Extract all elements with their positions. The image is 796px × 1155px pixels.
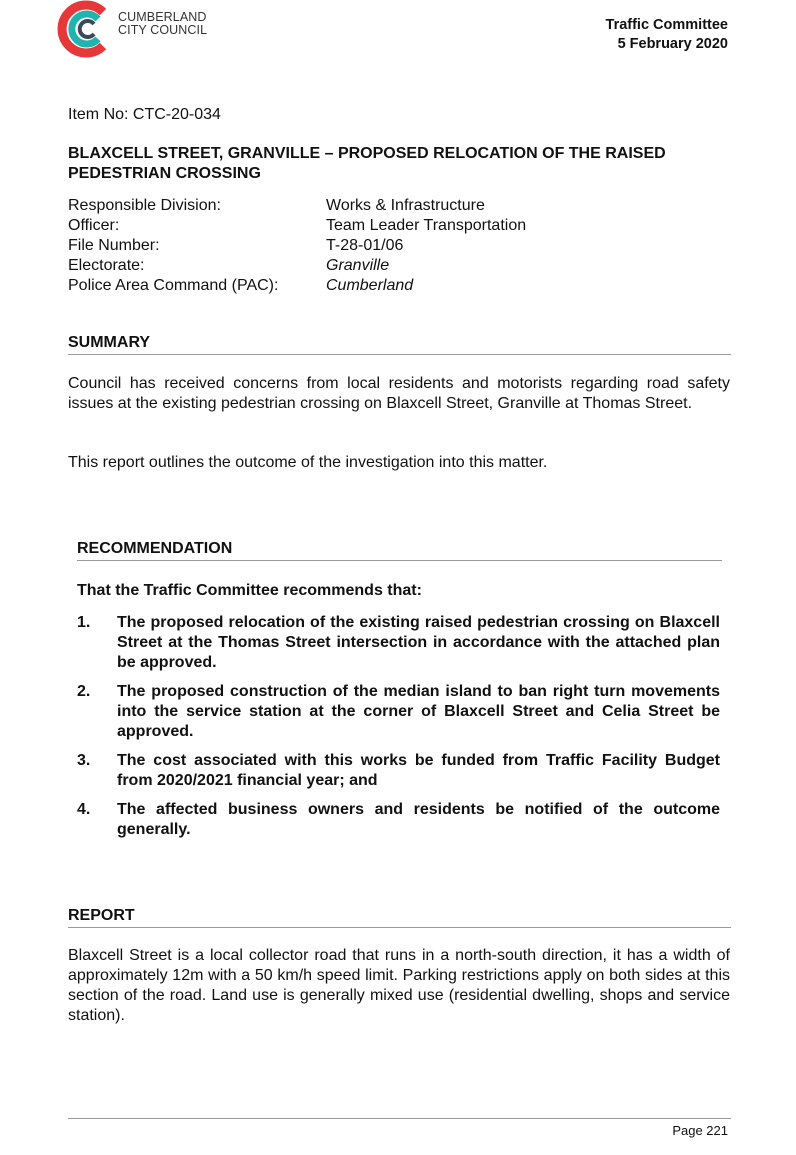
logo-line2: CITY COUNCIL xyxy=(118,23,208,37)
details-label: Officer: xyxy=(68,217,120,234)
details-value: Cumberland xyxy=(326,277,414,294)
recommendation-number: 2. xyxy=(77,683,91,700)
details-row xyxy=(68,256,526,276)
footer-rule xyxy=(68,1118,731,1119)
page-number: Page 221 xyxy=(672,1123,728,1138)
logo-line1: CUMBERLAND xyxy=(118,10,207,24)
details-label: Police Area Command (PAC): xyxy=(68,277,279,294)
recommendation-text: The affected business owners and residents be notified of the outcome generally. xyxy=(117,801,720,838)
details-value: Granville xyxy=(326,257,390,274)
recommendation-number: 1. xyxy=(77,614,91,631)
committee-name: Traffic Committee xyxy=(605,17,728,33)
summary-heading: SUMMARY xyxy=(68,334,731,355)
details-label: Responsible Division: xyxy=(68,197,221,214)
recommendation-heading: RECOMMENDATION xyxy=(77,540,722,561)
recommendation-text: The proposed relocation of the existing raised pedestrian crossing on Blaxcell Street at the Thomas Street intersection in accordance with the attached plan be approved. xyxy=(117,614,720,671)
details-row xyxy=(68,196,526,216)
council-logo-icon xyxy=(56,0,114,58)
summary-paragraph: This report outlines the outcome of the investigation into this matter. xyxy=(68,454,548,471)
recommendation-item xyxy=(77,682,720,742)
report-paragraph: Blaxcell Street is a local collector road that runs in a north-south direction, it has a width of approximately 12m with a 50 km/h speed limit. Parking restrictions apply on both sides at this section of the road. Land use is generally mixed use (residential dwelling, shops and service station). xyxy=(68,947,730,1024)
details-row xyxy=(68,276,526,296)
details-value: Works & Infrastructure xyxy=(326,197,485,214)
summary-paragraph: Council has received concerns from local residents and motorists regarding road safety issues at the existing pedestrian crossing on Blaxcell Street, Granville at Thomas Street. xyxy=(68,375,730,412)
council-logo xyxy=(56,0,256,58)
recommendation-intro: That the Traffic Committee recommends that: xyxy=(77,582,422,599)
report-title: BLAXCELL STREET, GRANVILLE – PROPOSED RELOCATION OF THE RAISED PEDESTRIAN CROSSING xyxy=(68,145,666,182)
details-label: Electorate: xyxy=(68,257,145,274)
details-table xyxy=(68,196,526,296)
recommendation-text: The cost associated with this works be funded from Traffic Facility Budget from 2020/2021 financial year; and xyxy=(117,752,720,789)
logo-wordmark xyxy=(118,11,207,37)
details-value: T-28-01/06 xyxy=(326,237,404,254)
recommendation-number: 4. xyxy=(77,801,91,818)
header-meta xyxy=(606,16,728,54)
recommendation-item xyxy=(77,751,720,791)
recommendation-item xyxy=(77,613,720,673)
details-row xyxy=(68,236,526,256)
meeting-date: 5 February 2020 xyxy=(617,36,728,52)
details-value: Team Leader Transportation xyxy=(326,217,527,234)
item-number: Item No: CTC-20-034 xyxy=(68,106,221,123)
recommendation-item xyxy=(77,800,720,840)
recommendation-list xyxy=(77,613,720,849)
details-row xyxy=(68,216,526,236)
recommendation-text: The proposed construction of the median island to ban right turn movements into the service station at the corner of Blaxcell Street and Celia Street be approved. xyxy=(117,683,720,740)
details-label: File Number: xyxy=(68,237,160,254)
report-heading: REPORT xyxy=(68,907,731,928)
recommendation-number: 3. xyxy=(77,752,91,769)
